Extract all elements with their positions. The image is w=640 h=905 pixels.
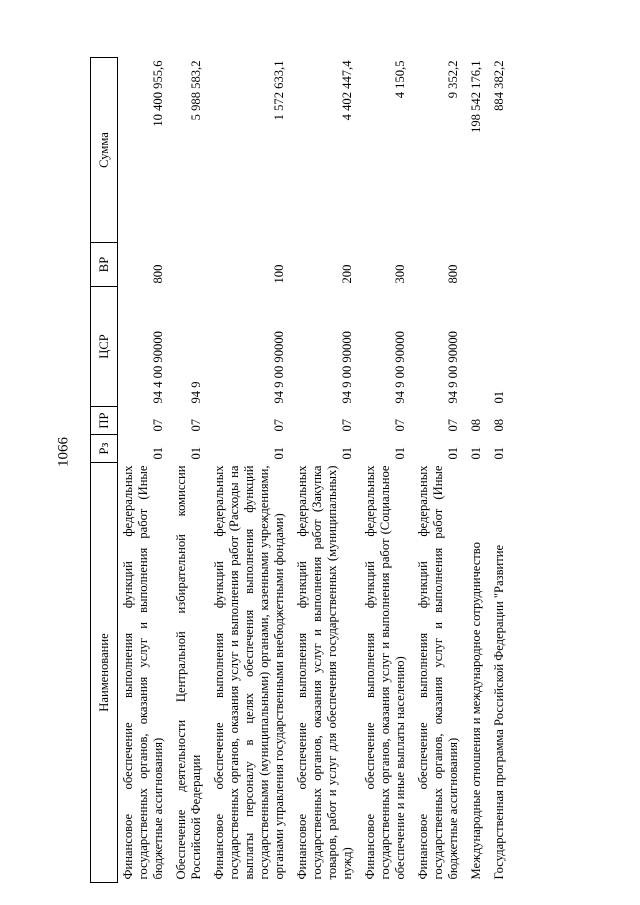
row-sum: 9 352,2 — [446, 60, 460, 99]
table-row — [292, 58, 360, 883]
header-csr: ЦСР — [91, 287, 118, 407]
row-vr — [489, 243, 512, 287]
row-pr: 08 — [492, 418, 506, 432]
row-rz: 01 — [446, 446, 460, 460]
row-sum: 4 402 447,4 — [340, 60, 354, 121]
header-sum: Сумма — [91, 58, 118, 243]
row-pr: 07 — [393, 418, 407, 432]
header-rz: Рз — [91, 435, 118, 463]
table-header-row — [91, 58, 118, 883]
row-pr: 07 — [340, 418, 354, 432]
row-rz: 01 — [151, 446, 165, 460]
row-vr: 800 — [446, 264, 460, 284]
row-csr: 94 9 — [189, 381, 203, 404]
row-vr: 800 — [151, 264, 165, 284]
row-csr — [466, 287, 489, 407]
row-csr: 94 9 00 90000 — [446, 331, 460, 404]
row-name: Финансовое обеспечение выполнения функций федеральных государственных органов, оказания услуг и выполнения работ (Расходы на выплаты персоналу в целях обеспечения выполнения функций государственными (муниципальными) органами, казенными учреждениями, органами управления государственными внебюджетными фондами) — [212, 465, 286, 880]
header-vr: ВР — [91, 243, 118, 287]
row-name: Финансовое обеспечение выполнения функций федеральных государственных органов, оказания услуг и выполнения работ (Социальное обеспечение и иные выплаты населению) — [363, 465, 407, 880]
row-rz: 01 — [272, 446, 286, 460]
row-sum: 198 542 176,1 — [469, 60, 483, 133]
row-csr: 94 4 00 90000 — [151, 331, 165, 404]
header-name: Наименование — [91, 463, 118, 883]
row-name: Обеспечение деятельности Центральной избирательной комиссии Российской Федерации — [174, 465, 203, 880]
row-pr: 07 — [189, 418, 203, 432]
table-row — [489, 58, 512, 883]
table-row — [118, 58, 172, 883]
rotated-page-content — [90, 58, 630, 883]
row-name: Государственная программа Российской Федерации "Развитие — [492, 544, 506, 880]
row-rz: 01 — [492, 446, 506, 460]
row-vr — [466, 243, 489, 287]
row-pr: 07 — [446, 418, 460, 432]
page-number: 1066 — [55, 437, 72, 467]
row-vr: 300 — [393, 264, 407, 284]
table-row — [360, 58, 413, 883]
row-rz: 01 — [189, 446, 203, 460]
row-sum: 4 150,5 — [393, 60, 407, 99]
row-name: Финансовое обеспечение выполнения функций федеральных государственных органов, оказания услуг и выполнения работ (Закупка товаров, работ и услуг для обеспечения государственных (муниципальных) нужд) — [295, 465, 354, 880]
budget-table — [90, 57, 512, 883]
row-pr: 07 — [151, 418, 165, 432]
header-pr: ПР — [91, 407, 118, 435]
row-vr: 100 — [272, 264, 286, 284]
row-name: Международные отношения и международное сотрудничество — [469, 542, 483, 880]
table-row — [171, 58, 209, 883]
row-pr: 07 — [272, 418, 286, 432]
table-row — [466, 58, 489, 883]
row-vr — [171, 243, 209, 287]
row-csr: 01 — [492, 390, 506, 404]
row-vr: 200 — [340, 264, 354, 284]
row-sum: 1 572 633,1 — [272, 60, 286, 121]
table-row — [209, 58, 292, 883]
row-sum: 10 400 955,6 — [151, 60, 165, 127]
row-csr: 94 9 00 90000 — [272, 331, 286, 404]
row-csr: 94 9 00 90000 — [393, 331, 407, 404]
row-csr: 94 9 00 90000 — [340, 331, 354, 404]
row-name: Финансовое обеспечение выполнения функций федеральных государственных органов, оказания услуг и выполнения работ (Иные бюджетные ассигнования) — [121, 465, 165, 880]
row-rz: 01 — [469, 446, 483, 460]
row-sum: 884 382,2 — [492, 60, 506, 111]
row-sum: 5 988 583,2 — [189, 60, 203, 121]
table-row — [413, 58, 466, 883]
row-pr: 08 — [469, 418, 483, 432]
row-rz: 01 — [340, 446, 354, 460]
row-rz: 01 — [393, 446, 407, 460]
row-name: Финансовое обеспечение выполнения функций федеральных государственных органов, оказания услуг и выполнения работ (Иные бюджетные ассигнования) — [416, 465, 460, 880]
